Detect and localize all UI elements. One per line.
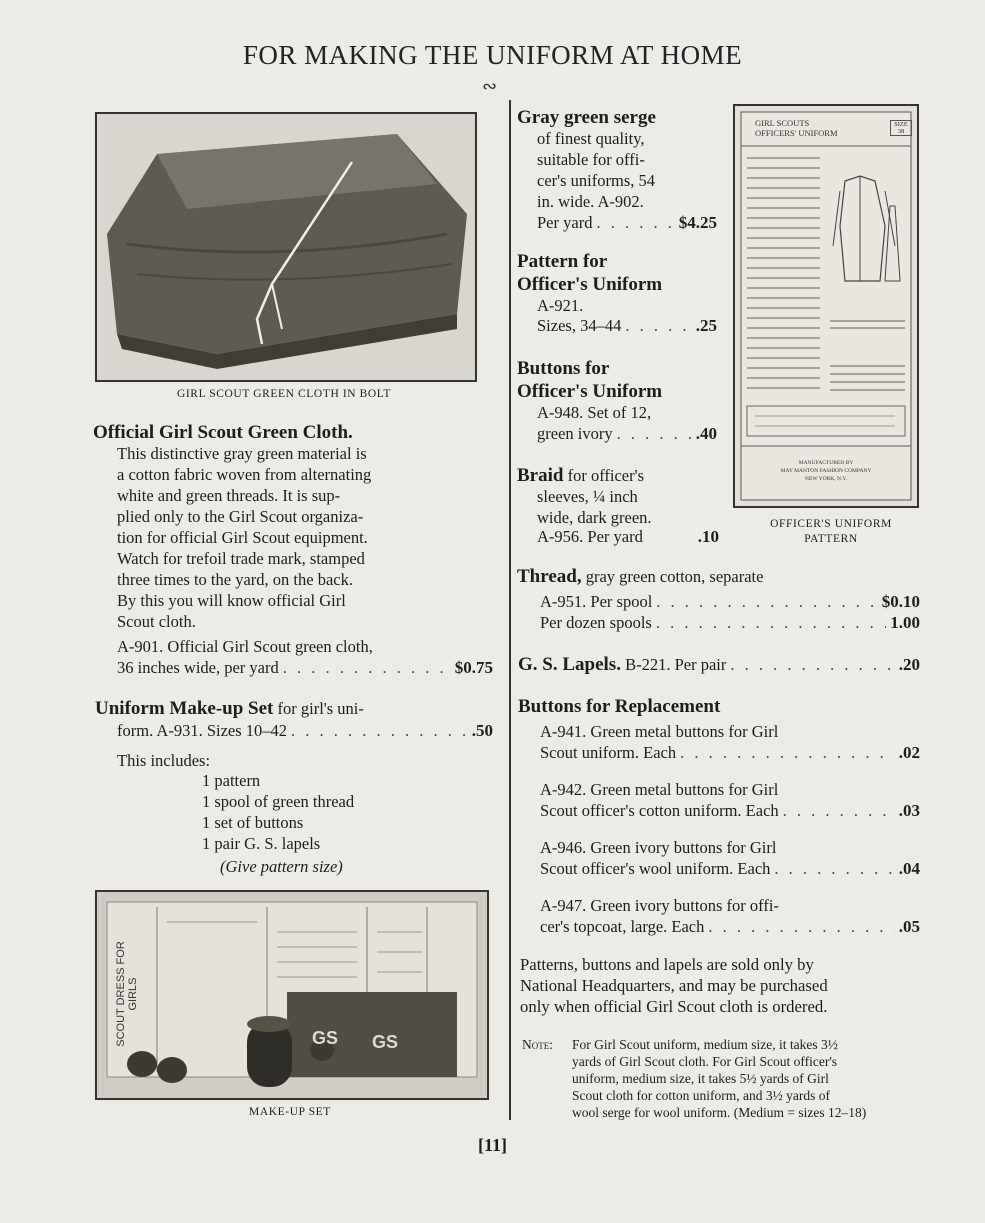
thread-spool-price: $0.10: [881, 592, 920, 611]
makeup-heading-line: [95, 697, 364, 720]
cloth-line: white and green threads. It is sup-: [117, 486, 341, 505]
makeup-set-photo: [95, 890, 489, 1100]
replacement-item-1-line: A-941. Green metal buttons for Girl: [540, 722, 779, 741]
pattern-envelope-footer-3: NEW YORK, N.Y.: [805, 476, 847, 482]
replacement-item-4-line: A-947. Green ivory buttons for offi-: [540, 896, 779, 915]
replacement-item-1-price: .02: [898, 743, 920, 762]
thread-dozen-price: 1.00: [890, 613, 920, 632]
pattern-side-text: SCOUT DRESS FOR GIRLS: [115, 941, 139, 1047]
serge-description: [537, 128, 655, 212]
thread-heading: Thread,: [517, 566, 582, 587]
serge-line: in. wide. A-902.: [537, 192, 644, 211]
replacement-item-3-row: [540, 858, 920, 879]
replacement-item-3-price: .04: [898, 859, 920, 878]
officer-pattern-caption: [740, 518, 922, 545]
officer-buttons-text: green ivory: [537, 424, 613, 443]
officer-buttons-price: .40: [695, 424, 717, 443]
cloth-line: plied only to the Girl Scout organiza-: [117, 507, 364, 526]
makeup-heading: Uniform Make-up Set: [95, 698, 274, 719]
braid-heading: Braid: [517, 465, 564, 486]
braid-code: A-956. Per yard: [537, 527, 643, 546]
replacement-item-4-price: .05: [898, 917, 920, 936]
officer-buttons-price-row: [537, 423, 717, 444]
leader-dots: [680, 742, 895, 763]
makeup-items-list: [202, 770, 354, 854]
cloth-line: three times to the yard, on the back.: [117, 570, 353, 589]
replacement-item-3-text: Scout officer's wool uniform. Each: [540, 859, 771, 878]
braid-description: [537, 486, 652, 528]
cloth-line: This distinctive gray green material is: [117, 444, 367, 463]
yardage-note: [522, 1036, 922, 1121]
pattern-code: A-921.: [537, 296, 584, 315]
note-line: Scout cloth for cotton uniform, and 3½ yards of: [572, 1088, 830, 1103]
note-line: For Girl Scout uniform, medium size, it takes 3½: [572, 1037, 838, 1052]
leader-dots: [283, 657, 451, 678]
pattern-envelope-header-1: GIRL SCOUTS: [755, 118, 810, 128]
purchase-restriction-note: [520, 954, 920, 1017]
leader-dots: [730, 654, 894, 675]
braid-heading-rest: for officer's: [563, 466, 645, 485]
makeup-list-item: 1 pair G. S. lapels: [202, 834, 321, 853]
serge-line: of finest quality,: [537, 129, 645, 148]
serge-price: $4.25: [678, 213, 717, 232]
replacement-item-2-row: [540, 800, 920, 821]
leader-dots: [708, 916, 894, 937]
lapels-row: [518, 653, 920, 676]
lapels-heading: G. S. Lapels.: [518, 654, 621, 675]
makeup-size-note: (Give pattern size): [220, 857, 343, 876]
officer-pattern-caption-1: OFFICER'S UNIFORM: [770, 518, 892, 530]
note-label: Note:: [522, 1037, 553, 1052]
replacement-item-2-text: Scout officer's cotton uniform. Each: [540, 801, 779, 820]
replacement-heading: Buttons for Replacement: [518, 696, 721, 717]
pattern-price-row: [537, 315, 717, 336]
pattern-envelope-footer-1: MANUFACTURED BY: [798, 460, 854, 466]
cloth-item-line: A-901. Official Girl Scout green cloth,: [117, 637, 373, 656]
braid-price: .10: [697, 527, 719, 546]
pattern-envelope-size: SIZE 38: [890, 120, 912, 136]
lapels-price: .20: [898, 655, 920, 674]
officer-buttons-code: A-948. Set of 12,: [537, 403, 652, 422]
pattern-envelope-header-2: OFFICERS' UNIFORM: [755, 128, 838, 138]
officer-buttons-heading-1: Buttons for: [517, 358, 610, 379]
leader-dots: [783, 800, 895, 821]
replacement-item-4-row: [540, 916, 920, 937]
thread-spool-text: A-951. Per spool: [540, 592, 653, 611]
cloth-bolt-photo: [95, 112, 477, 382]
cloth-bolt-caption: GIRL SCOUT GREEN CLOTH IN BOLT: [176, 388, 392, 400]
pattern-price: .25: [695, 316, 717, 335]
cloth-line: Scout cloth.: [117, 612, 196, 631]
cloth-price: $0.75: [454, 658, 493, 677]
serge-price-row: [537, 212, 717, 233]
cloth-line: a cotton fabric woven from alternating: [117, 465, 372, 484]
restriction-line: Patterns, buttons and lapels are sold only by: [520, 955, 814, 974]
cloth-description: [117, 443, 457, 632]
makeup-list-item: 1 pattern: [202, 771, 261, 790]
cloth-item-text: 36 inches wide, per yard: [117, 658, 279, 677]
leader-dots: [656, 612, 886, 633]
makeup-set-caption: MAKE-UP SET: [249, 1106, 331, 1118]
cloth-line: Watch for trefoil trade mark, stamped: [117, 549, 365, 568]
serge-line: cer's uniforms, 54: [537, 171, 655, 190]
title-ornament: ∾: [482, 76, 498, 96]
thread-heading-rest: gray green cotton, separate: [581, 567, 764, 586]
replacement-item-1-text: Scout uniform. Each: [540, 743, 677, 762]
makeup-price: .50: [471, 721, 493, 740]
cloth-line: tion for official Girl Scout equipment.: [117, 528, 368, 547]
cloth-heading: Official Girl Scout Green Cloth.: [93, 422, 353, 443]
braid-line: sleeves, ¼ inch: [537, 487, 638, 506]
officer-buttons-heading-2: Officer's Uniform: [517, 381, 663, 402]
column-divider: [509, 100, 511, 1120]
leader-dots: [774, 858, 894, 879]
note-line: yards of Girl Scout cloth. For Girl Scout officer's: [572, 1054, 838, 1069]
leader-dots: [617, 423, 692, 444]
braid-line: wide, dark green.: [537, 508, 652, 527]
officer-pattern-caption-2: PATTERN: [804, 533, 858, 545]
pattern-heading: [517, 250, 662, 296]
serge-line: suitable for offi-: [537, 150, 645, 169]
pattern-heading-2: Officer's Uniform: [517, 274, 663, 295]
pattern-sizes: Sizes, 34–44: [537, 316, 622, 335]
braid-heading-line: [517, 464, 644, 487]
serge-per: Per yard: [537, 213, 593, 232]
thread-dozen-text: Per dozen spools: [540, 613, 652, 632]
makeup-list-item: 1 spool of green thread: [202, 792, 355, 811]
note-line: wool serge for wool uniform. (Medium = sizes 12–18): [572, 1105, 867, 1120]
cloth-bolt-illustration: [97, 114, 475, 380]
makeup-set-illustration: [97, 892, 487, 1098]
lapel-label-2: GS: [372, 1032, 399, 1052]
leader-dots: [625, 315, 691, 336]
lapels-text: B-221. Per pair: [620, 655, 727, 674]
thread-heading-line: [517, 565, 763, 588]
braid-price-row: [537, 526, 719, 547]
officer-pattern-image: [733, 104, 919, 508]
pattern-envelope-footer-2: MAY MANTON FASHION COMPANY: [780, 468, 872, 474]
cloth-line: By this you will know official Girl: [117, 591, 346, 610]
replacement-item-3-line: A-946. Green ivory buttons for Girl: [540, 838, 777, 857]
page-number: [11]: [478, 1135, 507, 1155]
thread-spool-row: [540, 591, 920, 612]
makeup-list-item: 1 set of buttons: [202, 813, 304, 832]
note-line: uniform, medium size, it takes 5½ yards of Girl: [572, 1071, 829, 1086]
serge-heading: Gray green serge: [517, 107, 656, 128]
cloth-price-row: [117, 657, 493, 678]
makeup-includes-label: This includes:: [117, 751, 211, 770]
restriction-line: National Headquarters, and may be purchased: [520, 976, 828, 995]
makeup-price-row: [117, 720, 493, 741]
replacement-item-4-text: cer's topcoat, large. Each: [540, 917, 705, 936]
pattern-heading-1: Pattern for: [517, 251, 608, 272]
replacement-item-2-price: .03: [898, 801, 920, 820]
lapel-label-1: GS: [312, 1028, 339, 1048]
officer-buttons-heading: [517, 357, 662, 403]
page-title: FOR MAKING THE UNIFORM AT HOME: [242, 40, 743, 70]
restriction-line: only when official Girl Scout cloth is ordered.: [520, 997, 828, 1016]
makeup-item-text: form. A-931. Sizes 10–42: [117, 721, 288, 740]
thread-dozen-row: [540, 612, 920, 633]
officer-pattern-illustration: [735, 106, 917, 506]
leader-dots: [596, 212, 674, 233]
replacement-item-1-row: [540, 742, 920, 763]
replacement-item-2-line: A-942. Green metal buttons for Girl: [540, 780, 779, 799]
leader-dots: [291, 720, 468, 741]
leader-dots: [656, 591, 877, 612]
makeup-heading-rest: for girl's uni-: [273, 699, 364, 718]
